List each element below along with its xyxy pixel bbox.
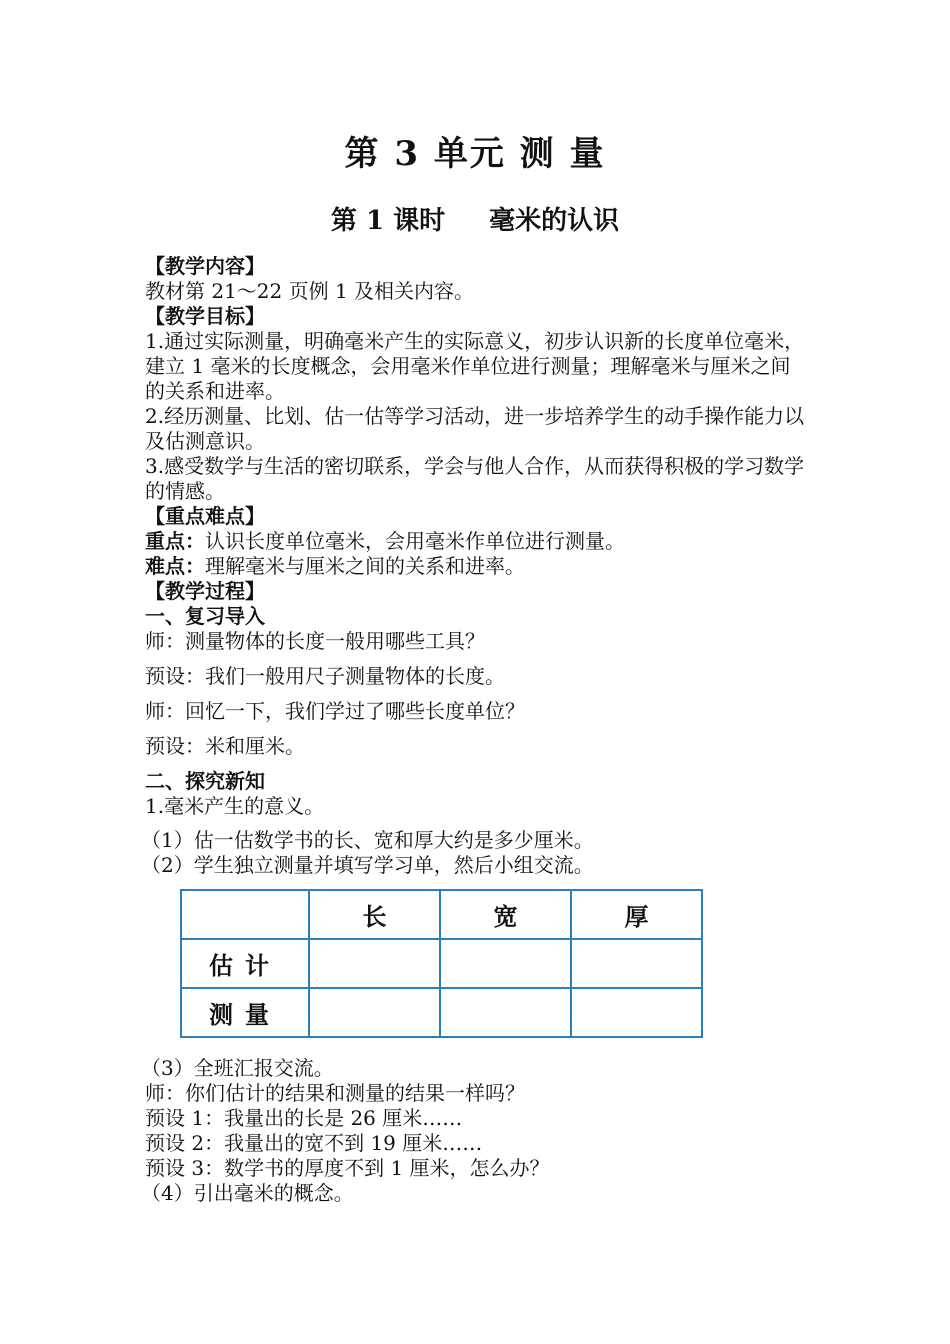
cell-measure-thickness [571, 988, 702, 1037]
table-row-estimate [181, 939, 702, 988]
worksheet-table [180, 889, 703, 1038]
answer-1: 预设：我们一般用尺子测量物体的长度。 [145, 664, 505, 688]
key-label: 重点： [145, 529, 205, 553]
header-length: 长 [309, 890, 440, 939]
header-thickness: 厚 [571, 890, 702, 939]
row-label-measure: 测量 [181, 988, 309, 1037]
cell-estimate-length [309, 939, 440, 988]
row-label-estimate: 估计 [181, 939, 309, 988]
sub-step-3: （3）全班汇报交流。 [141, 1056, 334, 1080]
cell-measure-length [309, 988, 440, 1037]
part2-heading: 二、探究新知 [145, 769, 265, 793]
prediction-3: 预设 3：数学书的厚度不到 1 厘米，怎么办？ [145, 1156, 550, 1180]
lesson-name: 毫米的认识 [489, 206, 620, 236]
content-text: 教材第 21～22 页例 1 及相关内容。 [145, 279, 475, 303]
table-row-measure [181, 988, 702, 1037]
table-corner-cell [181, 890, 309, 939]
lesson-body [141, 254, 810, 878]
sub-step-4: （4）引出毫米的概念。 [141, 1181, 354, 1205]
heading-key-points: 【重点难点】 [145, 504, 265, 528]
header-width: 宽 [440, 890, 571, 939]
sub-step-2: （2）学生独立测量并填写学习单，然后小组交流。 [141, 853, 594, 877]
lesson-title [0, 200, 950, 237]
lesson-number: 第 1 课时 [330, 206, 446, 236]
heading-process: 【教学过程】 [145, 579, 265, 603]
key-text: 认识长度单位毫米，会用毫米作单位进行测量。 [205, 529, 625, 553]
difficult-text: 理解毫米与厘米之间的关系和进率。 [205, 554, 525, 578]
difficult-point [145, 554, 810, 579]
cell-estimate-width [440, 939, 571, 988]
step-1: 1.毫米产生的意义。 [145, 794, 325, 818]
heading-content: 【教学内容】 [145, 254, 265, 278]
unit-title: 第 3 单元 测 量 [344, 134, 606, 174]
goal-3: 3.感受数学与生活的密切联系，学会与他人合作，从而获得积极的学习数学的情感。 [145, 454, 805, 503]
heading-goals: 【教学目标】 [145, 304, 265, 328]
question-2: 师：回忆一下，我们学过了哪些长度单位？ [145, 699, 525, 723]
sub-step-1: （1）估一估数学书的长、宽和厚大约是多少厘米。 [141, 828, 594, 852]
prediction-1: 预设 1：我量出的长是 26 厘米…… [145, 1106, 463, 1130]
difficult-label: 难点： [145, 554, 205, 578]
answer-2: 预设：米和厘米。 [145, 734, 305, 758]
question-1: 师：测量物体的长度一般用哪些工具？ [145, 629, 485, 653]
table-header-row [181, 890, 702, 939]
cell-estimate-thickness [571, 939, 702, 988]
cell-measure-width [440, 988, 571, 1037]
goal-2: 2.经历测量、比划、估一估等学习活动，进一步培养学生的动手操作能力以及估测意识。 [145, 404, 805, 453]
key-point [145, 529, 810, 554]
goal-1: 1.通过实际测量，明确毫米产生的实际意义，初步认识新的长度单位毫米，建立 1 毫米的长度概念，会用毫米作单位进行测量；理解毫米与厘米之间的关系和进率。 [145, 329, 805, 403]
lesson-body-continued [141, 1056, 810, 1206]
question-3: 师：你们估计的结果和测量的结果一样吗？ [145, 1081, 525, 1105]
part1-heading: 一、复习导入 [145, 604, 265, 628]
prediction-2: 预设 2：我量出的宽不到 19 厘米…… [145, 1131, 483, 1155]
